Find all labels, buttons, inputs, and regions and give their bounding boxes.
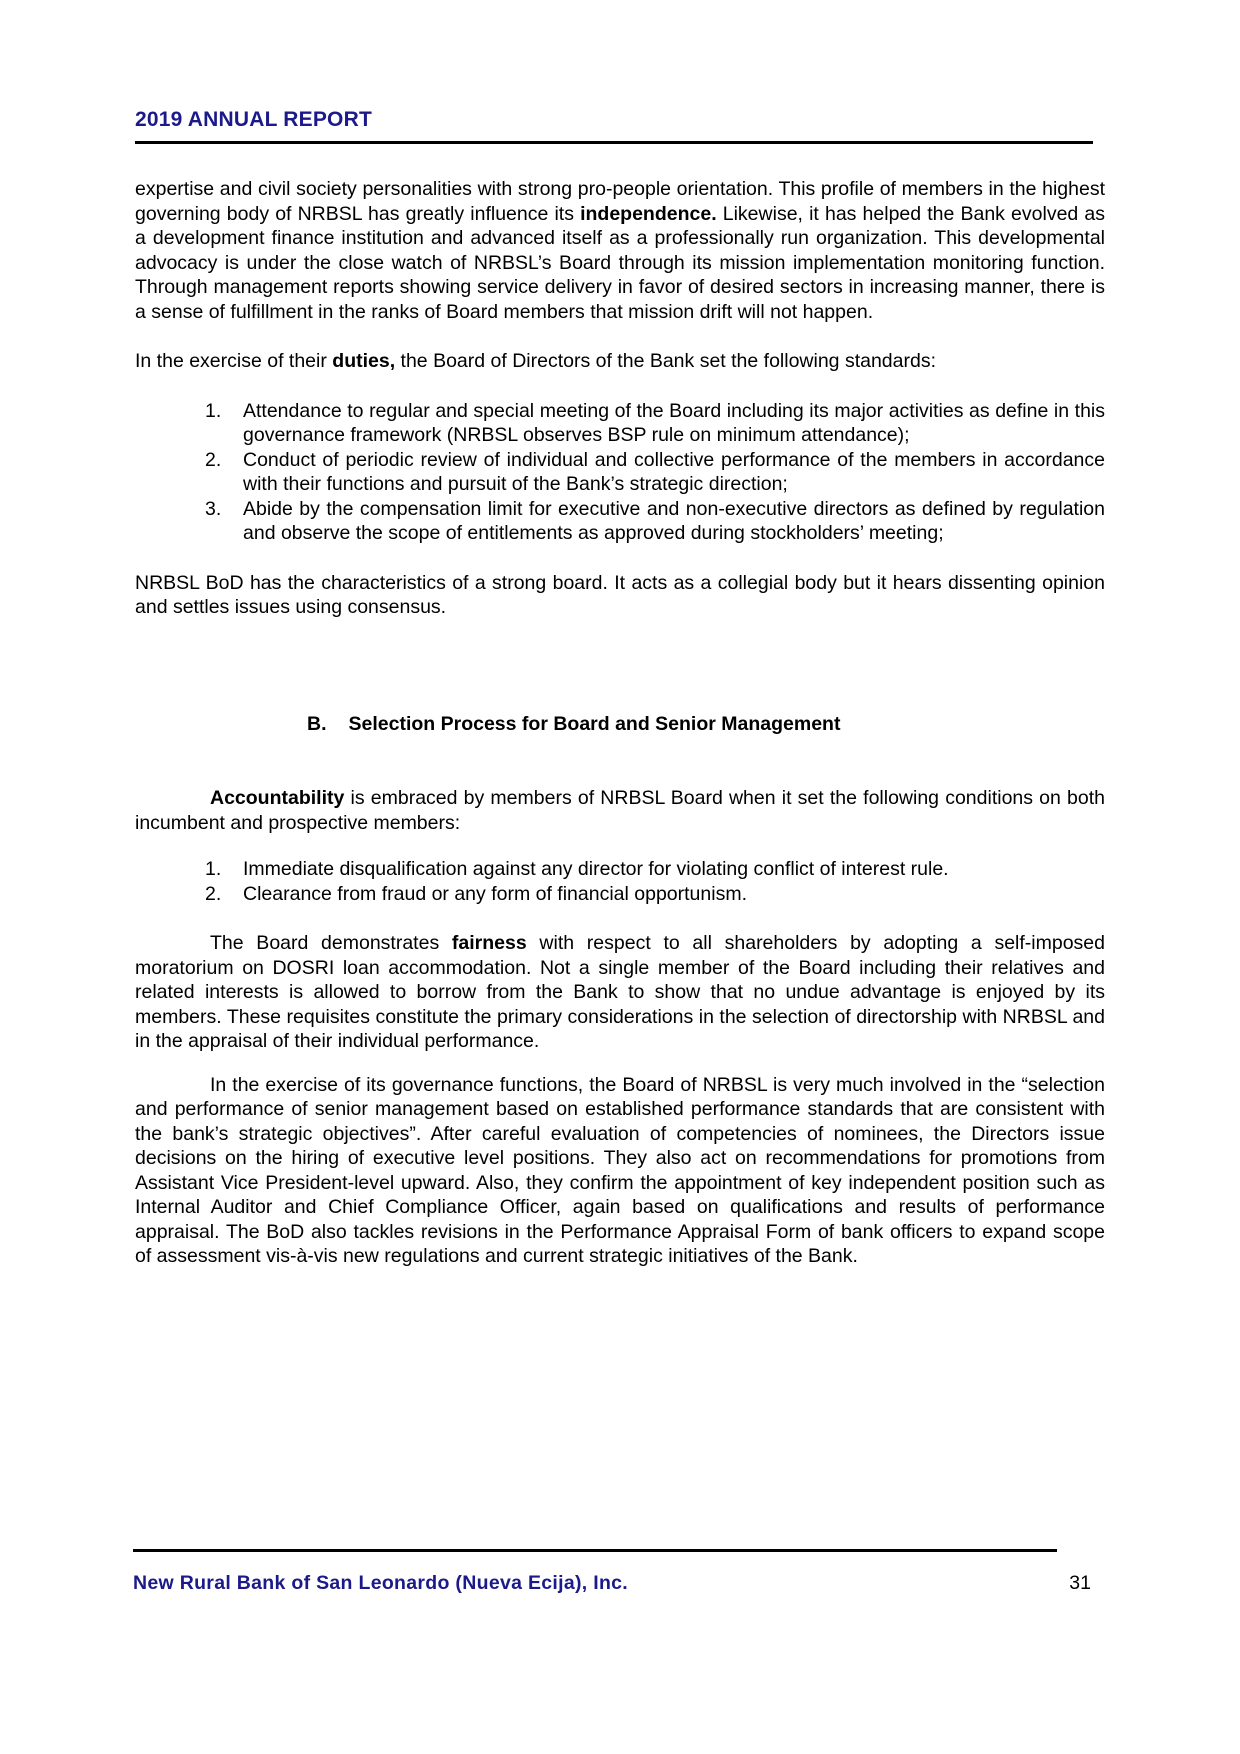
- section-b-title: Selection Process for Board and Senior Management: [348, 712, 841, 735]
- page-footer: [133, 1549, 1105, 1595]
- paragraph-fairness: [135, 931, 1105, 1054]
- text-run: Likewise, it has helped the Bank evolved as a development finance institution and advanced itself as a professionally run organization. This developmental advocacy is under the close watch of NRBSL’s Board through its mission implementation monitoring function. Through management reports showing service delivery in favor of desired sectors in increasing manner, there is a sense of fulfillment in the ranks of Board members that mission drift will not happen.: [135, 202, 1106, 323]
- text-run-bold: duties,: [332, 350, 396, 372]
- standards-list-item-2: Conduct of periodic review of individual and collective performance of the members in accordance with their functions and pursuit of the Bank’s strategic direction;: [243, 448, 1105, 495]
- conditions-list-item-2: Clearance from fraud or any form of financial opportunism.: [243, 882, 747, 905]
- document-body: [135, 177, 1105, 1269]
- paragraph-accountability: [135, 786, 1105, 835]
- standards-list-item-1: Attendance to regular and special meeting of the Board including its major activities as define in this governance framework (NRBSL observes BSP rule on minimum attendance);: [243, 399, 1105, 446]
- text-run: In the exercise of their: [135, 350, 333, 372]
- header-divider: [135, 141, 1093, 144]
- paragraph-governance: In the exercise of its governance functions, the Board of NRBSL is very much involved in the “selection and performance of senior management based on established performance standards that are consistent with the bank’s strategic objectives”. After careful evaluation of competencies of nominees, the Directors issue decisions on the hiring of executive level positions. They also act on recommendations for promotions from Assistant Vice President-level upward. Also, they confirm the appointment of key independent position such as Internal Auditor and Chief Compliance Officer, again based on qualifications and results of performance appraisal. The BoD also tackles revisions in the Performance Appraisal Form of bank officers to expand scope of assessment vis-à-vis new regulations and current strategic initiatives of the Bank.: [135, 1073, 1105, 1267]
- paragraph-bod-character: NRBSL BoD has the characteristics of a strong board. It acts as a collegial body but it hears dissenting opinion and settles issues using consensus.: [135, 571, 1105, 618]
- text-run-bold: Accountability: [210, 787, 345, 809]
- footer-bank-name: New Rural Bank of San Leonardo (Nueva Ecija), Inc.: [133, 1572, 629, 1594]
- section-b-label: B.: [307, 712, 327, 735]
- text-run-bold: independence.: [580, 202, 717, 225]
- conditions-list-item-1: Immediate disqualification against any director for violating conflict of interest rule.: [243, 858, 949, 880]
- text-run: The Board demonstrates: [210, 932, 452, 954]
- text-run: the Board of Directors of the Bank set the following standards:: [395, 350, 937, 372]
- text-run: is embraced by members of NRBSL Board when it set the following conditions on both incumbent and prospective members:: [135, 787, 1105, 834]
- standards-list-item-3: Abide by the compensation limit for executive and non-executive directors as defined by regulation and observe the scope of entitlements as approved during stockholders’ meeting;: [243, 497, 1105, 544]
- footer-divider: [133, 1549, 1057, 1552]
- standards-list: [135, 399, 1105, 546]
- report-title: 2019 ANNUAL REPORT: [135, 108, 372, 131]
- page-header: [135, 108, 1093, 144]
- paragraph-duties-intro: [135, 349, 1105, 374]
- page-number: 31: [1069, 1572, 1091, 1594]
- section-b-heading: [307, 712, 1105, 737]
- text-run-bold: fairness: [451, 932, 527, 954]
- paragraph-independence: [135, 177, 1105, 324]
- conditions-list: [135, 857, 1105, 906]
- footer-row: [133, 1572, 1105, 1595]
- text-run: expertise and civil society personalities with strong pro-people orientation. This profile of members in the highest governing body of NRBSL has greatly influence its: [135, 178, 1105, 225]
- text-run: with respect to all shareholders by adopting a self-imposed moratorium on DOSRI loan accommodation. Not a single member of the Board including their relatives and related interests is allowed to borrow from the Bank to show that no undue advantage is enjoyed by its members. These requisites constitute the primary considerations in the selection of directorship with NRBSL and in the appraisal of their individual performance.: [135, 932, 1105, 1052]
